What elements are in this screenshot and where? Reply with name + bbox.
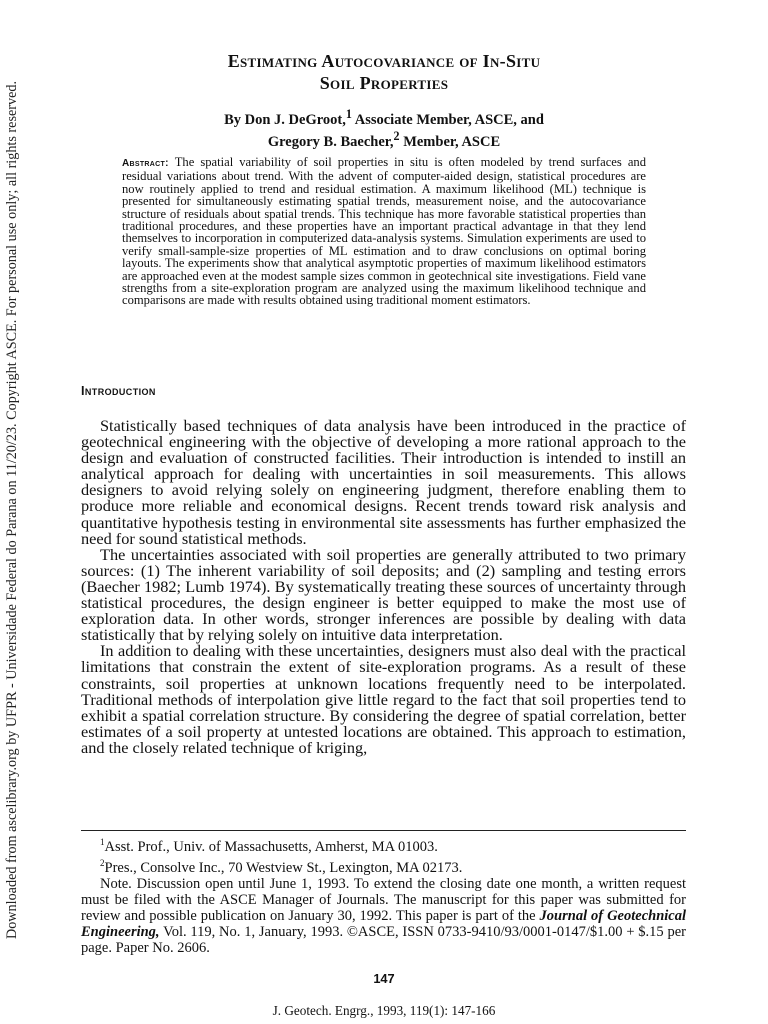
journal-name: Journal of Geotechnical Engineering, [81,907,687,940]
footnote-2-text: Pres., Consolve Inc., 70 Westview St., Lexington, MA 02173. [104,859,463,876]
author-2-affiliation: Member, ASCE [399,133,501,150]
editorial-note-details: Vol. 119, No. 1, January, 1993. ©ASCE, ISSN 0733-9410/93/0001-0147/$1.00 + $.15 per page. Paper No. 2606. [81,923,686,956]
body-text [81,418,686,756]
download-notice: Downloaded from ascelibrary.org by UFPR - Universidade Federal do Parana on 11/20/23. Copyright ASCE. For personal use only; all rights reserved. [4,80,20,940]
title-line-2: Soil Properties [319,73,449,93]
footnote-1 [81,834,686,855]
author-2-name: Gregory B. Baecher, [267,133,394,150]
author-1-footnote-mark: 1 [345,107,352,121]
section-heading-introduction: Introduction [81,384,156,398]
footnotes [81,834,686,956]
editorial-note [81,876,686,956]
footnote-1-mark: 1 [100,837,105,847]
abstract-label: Abstract: [122,158,169,169]
page-number: 147 [373,971,395,986]
footnote-divider [81,830,686,831]
paragraph: In addition to dealing with these uncertainties, designers must also deal with the practical limitations that constrain the extent of site-exploration programs. As a result of these constraints, soil properties at unknown locations frequently need to be interpolated. Traditional methods of interpolation give little regard to the fact that soil properties tend to exhibit a spatial correlation structure. By considering the degree of spatial correlation, better estimates of a soil property at untested locations are obtained. This approach to estimation, and the closely related technique of kriging, [81,641,686,757]
author-line-2 [150,128,618,150]
author-2-footnote-mark: 2 [393,128,400,143]
paragraph: The uncertainties associated with soil properties are generally attributed to two primary sources: (1) The inherent variability of soil deposits; and (2) sampling and testing errors (Baecher 1982; Lumb 1974). By systematically treating these sources of uncertainty through statistical procedures, the design engineer is better equipped to make the most use of exploration data. In other words, stronger inferences are possible by dealing with data statistically that by relying solely on intuitive data interpretation. [81,544,686,645]
paper-title [100,50,668,94]
author-block [150,106,618,150]
citation-footer: J. Geotech. Engrg., 1993, 119(1): 147-166 [272,1003,496,1018]
editorial-note-text: Note. Discussion open until June 1, 1993. To extend the closing date one month, a written request must be filed with the ASCE Manager of Journals. The manuscript for this paper was submitted for review and possible publication on January 30, 1992. This paper is part of the [81,875,686,924]
abstract-text: The spatial variability of soil properties in situ is often modeled by trend surfaces and residual variations about trend. With the advent of computer-aided design, statistical procedures are now routinely applied to trend and residual estimation. A maximum likelihood (ML) technique is presented for simultaneously estimating spatial trends, measurement noise, and the autocovariance structure of residuals about spatial trends. This technique has more favorable statistical properties than traditional procedures, and these properties have an important practical advantage in that they lend themselves to incorporation in computerized data-analysis systems. Simulation experiments are used to verify small-sample-size properties of ML estimation and to draw conclusions on optimal boring layouts. The experiments show that analytical asymptotic properties of maximum likelihood estimators are approached even at the modest sample sizes common in geotechnical site investigations. Field vane strengths from a site-exploration program are analyzed using the maximum likelihood technique and comparisons are made with results obtained using traditional moment estimators. [122,155,646,308]
author-line-1 [150,106,618,128]
abstract [122,156,646,307]
title-line-1: Estimating Autocovariance of In-Situ [227,51,541,71]
footnote-2 [81,855,686,876]
footnote-2-mark: 2 [100,857,105,868]
author-1-affiliation: Associate Member, ASCE, and [351,111,544,128]
footnote-1-text: Asst. Prof., Univ. of Massachusetts, Amherst, MA 01003. [104,838,438,855]
paragraph: Statistically based techniques of data analysis have been introduced in the practice of geotechnical engineering with the objective of developing a more rational approach to the design and evaluation of constructed facilities. Their introduction is intended to instill an analytical approach for dealing with uncertainties in soil measurements. This allows designers to avoid relying solely on engineering judgment, therefore enabling them to produce more reliable and economical designs. Recent trends toward risk analysis and quantitative hypothesis testing in environmental site assessments has further emphasized the need for sound statistical methods. [81,416,686,548]
author-1-name: By Don J. DeGroot, [224,111,346,128]
